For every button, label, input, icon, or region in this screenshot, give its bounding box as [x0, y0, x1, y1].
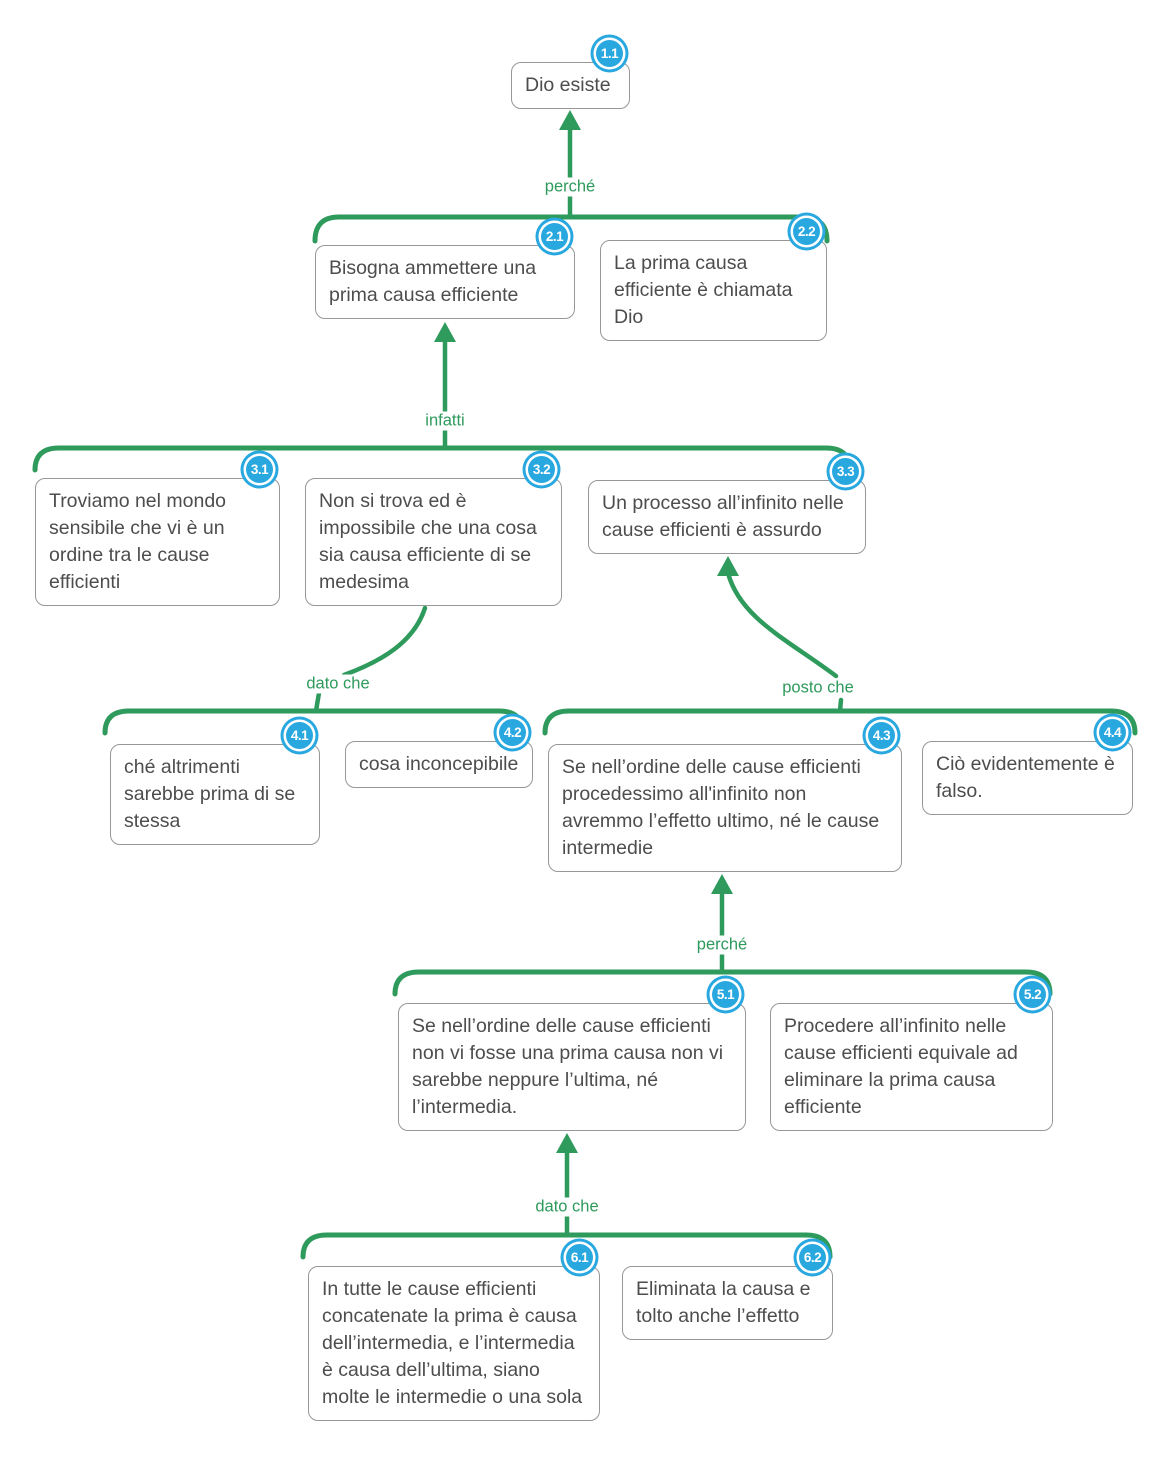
edge-dato-che-curve	[344, 608, 425, 675]
bracket-level-4b	[545, 711, 1135, 733]
node-5-1-badge: 5.1	[712, 981, 739, 1008]
bracket-level-4a	[105, 711, 523, 733]
node-4-1-badge: 4.1	[286, 722, 313, 749]
node-3-2[interactable]	[305, 462, 562, 606]
bracket-level-3	[35, 448, 850, 470]
node-text: Bisogna ammettere una prima causa efficiente	[329, 257, 537, 306]
node-3-1[interactable]	[35, 462, 280, 606]
node-text: In tutte le cause efficienti concatenate la prima è causa dell’intermedia, e l’intermedia è causa dell’ultima, siano molte le intermedie o una sola	[322, 1278, 583, 1408]
node-4-3[interactable]	[548, 728, 902, 872]
node-4-2-badge: 4.2	[499, 719, 526, 746]
edge-label-infatti: infatti	[421, 412, 468, 431]
node-text: Non si trova ed è impossibile che una cosa sia causa efficiente di se medesima	[319, 490, 537, 593]
node-2-2[interactable]	[600, 224, 827, 341]
node-text: cosa inconcepibile	[359, 753, 519, 775]
node-5-1[interactable]	[398, 987, 746, 1131]
bracket-level-2	[315, 217, 827, 241]
node-1-1-badge: 1.1	[596, 40, 623, 67]
edge-label-perche-2: perché	[693, 936, 751, 955]
node-6-1[interactable]	[308, 1250, 600, 1421]
node-4-4-badge: 4.4	[1099, 719, 1126, 746]
node-6-2-badge: 6.2	[799, 1244, 826, 1271]
node-text: Se nell’ordine delle cause efficienti non vi fosse una prima causa non vi sarebbe neppure l’ultima, né l’intermedia.	[412, 1015, 724, 1118]
arrowhead-to-4-3	[711, 874, 733, 894]
node-3-1-badge: 3.1	[246, 456, 273, 483]
edge-posto-che-curve	[728, 573, 836, 676]
node-text: Un processo all’infinito nelle cause efficienti è assurdo	[602, 492, 844, 541]
node-1-1[interactable]	[511, 46, 630, 109]
node-text: La prima causa efficiente è chiamata Dio	[614, 252, 793, 328]
node-4-2[interactable]	[345, 725, 533, 788]
node-5-2[interactable]	[770, 987, 1053, 1131]
edge-label-dato-che-1: dato che	[302, 675, 373, 694]
node-text: Dio esiste	[525, 74, 611, 96]
node-text: ché altrimenti sarebbe prima di se stessa	[124, 756, 296, 832]
edge-dato-che-stem	[316, 693, 319, 711]
node-text: Ciò evidentemente è falso.	[936, 753, 1115, 802]
node-4-1[interactable]	[110, 728, 320, 845]
node-4-3-badge: 4.3	[868, 722, 895, 749]
node-4-4[interactable]	[922, 725, 1133, 815]
arrowhead-to-5-1	[556, 1133, 578, 1153]
arrowhead-to-2-1	[434, 322, 456, 342]
node-6-2[interactable]	[622, 1250, 833, 1340]
arrowhead-to-1-1	[559, 110, 581, 130]
node-3-3-badge: 3.3	[832, 458, 859, 485]
edge-label-perche-top: perché	[541, 178, 599, 197]
node-3-3[interactable]	[588, 464, 866, 554]
node-6-1-badge: 6.1	[566, 1244, 593, 1271]
edge-label-posto-che: posto che	[778, 679, 858, 698]
edge-label-dato-che-2: dato che	[531, 1198, 602, 1217]
node-2-1[interactable]	[315, 229, 575, 319]
node-3-2-badge: 3.2	[528, 456, 555, 483]
node-text: Troviamo nel mondo sensibile che vi è un ordine tra le cause efficienti	[49, 490, 227, 593]
node-2-2-badge: 2.2	[793, 218, 820, 245]
node-text: Se nell’ordine delle cause efficienti procedessimo all'infinito non avremmo l’effetto ultimo, né le cause intermedie	[562, 756, 880, 859]
node-text: Procedere all’infinito nelle cause efficienti equivale ad eliminare la prima causa efficiente	[784, 1015, 1018, 1118]
node-5-2-badge: 5.2	[1019, 981, 1046, 1008]
node-text: Eliminata la causa e tolto anche l’effetto	[636, 1278, 811, 1327]
node-2-1-badge: 2.1	[541, 223, 568, 250]
